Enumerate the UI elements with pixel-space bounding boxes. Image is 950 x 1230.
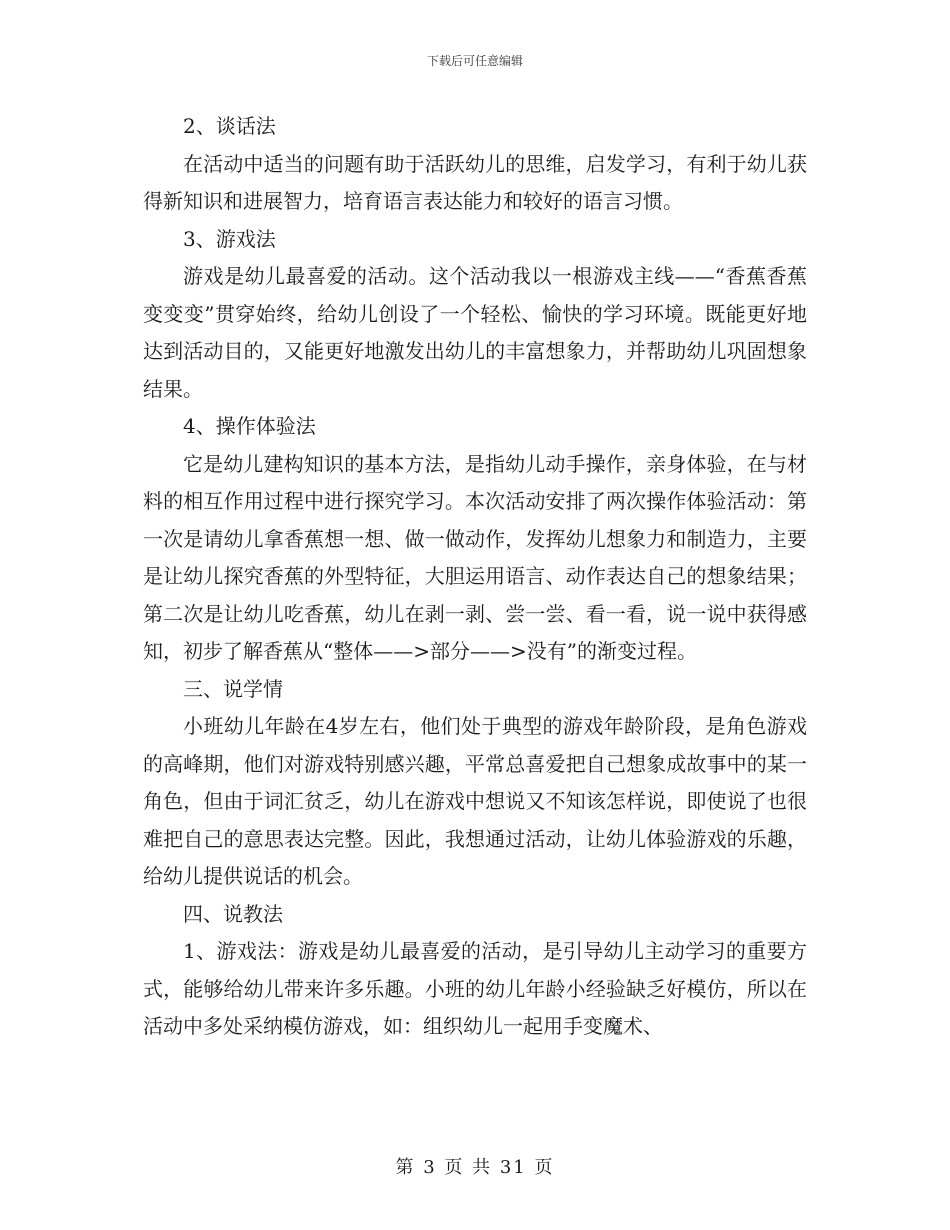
paragraph-operation-method: 它是幼儿建构知识的基本方法，是指幼儿动手操作，亲身体验，在与材料的相互作用过程中进行探究学习。本次活动安排了两次操作体验活动：第一次是请幼儿拿香蕉想一想、做一做动作，发挥幼儿想象力和制造力，主要是让幼儿探究香蕉的外型特征，大胆运用语言、动作表达自己的想象结果；第二次是让幼儿吃香蕉，幼儿在剥一剥、尝一尝、看一看，说一说中获得感知，初步了解香蕉从“整体——>部分——>没有”的渐变过程。 — [143, 451, 807, 663]
paragraph-learner-analysis: 小班幼儿年龄在4岁左右，他们处于典型的游戏年龄阶段，是角色游戏的高峰期，他们对游戏特别感兴趣，平常总喜爱把自己想象成故事中的某一角色，但由于词汇贫乏，幼儿在游戏中想说又不知该怎样说，即使说了也很难把自己的意思表达完整。因此，我想通过活动，让幼儿体验游戏的乐趣，给幼儿提供说话的机会。 — [143, 714, 807, 888]
paragraph-teaching-game-method: 1、游戏法：游戏是幼儿最喜爱的活动，是引导幼儿主动学习的重要方式，能够给幼儿带来许多乐趣。小班的幼儿年龄小经验缺乏好模仿，所以在活动中多处采纳模仿游戏，如：组织幼儿一起用手变魔术、 — [143, 939, 807, 1038]
paragraph-game-method: 游戏是幼儿最喜爱的活动。这个活动我以一根游戏主线——“香蕉香蕉变变变”贯穿始终，给幼儿创设了一个轻松、愉快的学习环境。既能更好地达到活动目的，又能更好地激发出幼儿的丰富想象力，并帮助幼儿巩固想象结果。 — [143, 264, 807, 401]
heading-talk-method: 2、谈话法 — [183, 114, 276, 138]
page-header: 下载后可任意编辑 — [426, 54, 523, 68]
heading-teaching-methods: 四、说教法 — [183, 901, 283, 926]
page-number: 第 3 页 共 31 页 — [395, 1157, 555, 1178]
heading-game-method: 3、游戏法 — [183, 226, 276, 251]
heading-operation-method: 4、操作体验法 — [183, 414, 316, 438]
heading-learner-analysis: 三、说学情 — [183, 676, 283, 701]
paragraph-talk-method: 在活动中适当的问题有助于活跃幼儿的思维，启发学习，有利于幼儿获得新知识和进展智力，培育语言表达能力和较好的语言习惯。 — [143, 151, 807, 213]
document-body — [143, 108, 807, 1046]
